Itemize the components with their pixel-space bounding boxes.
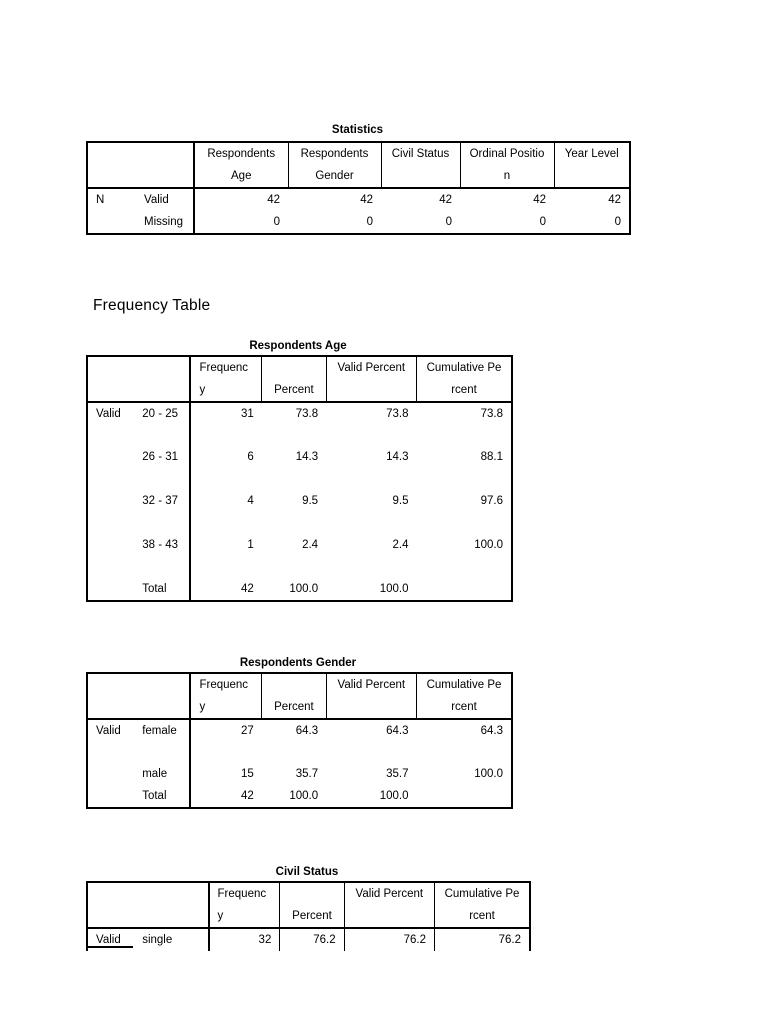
row-group-label (87, 534, 134, 578)
table-cell: 0 (366, 216, 373, 228)
table-cut-rule (86, 946, 133, 948)
header-stub (87, 673, 134, 719)
table-cell (417, 578, 512, 601)
column-header: Cumulative Percent (417, 356, 512, 402)
row-group-label: Valid (96, 408, 121, 420)
column-header: Percent (262, 356, 326, 402)
table-cell: 88.1 (480, 451, 503, 463)
gender-caption: Respondents Gender (239, 657, 357, 669)
table-row (87, 490, 512, 534)
table-cell: 73.8 (480, 408, 503, 420)
statistics-table (86, 141, 631, 235)
table-row (87, 719, 512, 763)
column-header: Respondents Gender (288, 142, 381, 188)
table-cell: 31 (190, 402, 261, 446)
table-cell: 100.0 (289, 583, 319, 595)
table-row (87, 211, 630, 234)
table-cell: 73.8 (386, 408, 409, 420)
table-cell: 76.2 (344, 928, 434, 951)
table-cell: 73.8 (295, 408, 319, 420)
table-cell: 64.3 (480, 725, 503, 737)
age-frequency-table (86, 355, 513, 602)
header-stub (136, 142, 194, 188)
civil-status-caption: Civil Status (275, 866, 339, 878)
table-cell: 42 (194, 188, 288, 211)
table-cell: 42 (439, 194, 452, 206)
table-row (87, 928, 530, 951)
row-label: Missing (144, 216, 183, 228)
table-cell: 64.3 (295, 725, 319, 737)
row-group-label: Valid (96, 725, 121, 737)
table-cell: 35.7 (295, 768, 319, 780)
total-row (87, 578, 512, 601)
column-header: Frequency (190, 356, 261, 402)
column-header: Respondents Age (194, 142, 288, 188)
column-header: Year Level (554, 142, 630, 188)
row-label: male (142, 768, 168, 780)
column-header: Frequency (209, 882, 280, 928)
row-label: 20 - 25 (142, 408, 179, 420)
header-stub (87, 142, 136, 188)
table-cell: 100.0 (474, 539, 503, 551)
table-cell: 9.5 (392, 495, 409, 507)
total-row (87, 785, 512, 808)
table-cell: 0 (539, 216, 546, 228)
table-cell: 1 (190, 534, 261, 578)
table-row (87, 188, 630, 211)
header-stub (87, 882, 134, 928)
table-cell: 42 (608, 194, 621, 206)
table-cell: 35.7 (386, 768, 409, 780)
table-cell (417, 785, 512, 808)
table-cell: 100.0 (474, 768, 503, 780)
table-cell: 42 (533, 194, 546, 206)
header-stub (87, 356, 134, 402)
table-cell: 15 (190, 763, 261, 785)
column-header: Ordinal Position (460, 142, 554, 188)
table-cell: 6 (190, 446, 261, 490)
frequency-header-row (87, 673, 512, 719)
table-cell: 100.0 (379, 583, 409, 595)
column-header: Valid Percent (326, 356, 416, 402)
gender-frequency-table (86, 672, 513, 809)
header-stub (134, 673, 190, 719)
row-label: Total (142, 790, 167, 802)
table-cell: 2.4 (392, 539, 409, 551)
table-cell: 4 (190, 490, 261, 534)
table-row (87, 763, 512, 785)
row-group-label (87, 578, 134, 601)
table-row (87, 534, 512, 578)
row-group-label (87, 785, 134, 808)
table-cell: 97.6 (480, 495, 503, 507)
table-cell: 32 (209, 928, 280, 951)
frequency-header-row (87, 356, 512, 402)
row-label: female (142, 725, 177, 737)
row-group-label (87, 763, 134, 785)
column-header: Civil Status (381, 142, 460, 188)
statistics-header-row (87, 142, 630, 188)
table-row (87, 402, 512, 446)
table-cell: 0 (614, 216, 621, 228)
row-label: single (142, 934, 173, 946)
column-header: Valid Percent (326, 673, 416, 719)
row-label: 26 - 31 (142, 451, 179, 463)
table-cell: 100.0 (289, 790, 319, 802)
header-stub (134, 882, 208, 928)
row-group-label: N (96, 194, 105, 206)
table-cell: 0 (194, 211, 288, 234)
column-header: Cumulative Percent (417, 673, 512, 719)
row-group-label: Valid (96, 934, 121, 946)
civil-status-frequency-table (86, 881, 531, 951)
frequency-header-row (87, 882, 530, 928)
table-cell: 14.3 (386, 451, 409, 463)
row-label: 32 - 37 (142, 495, 179, 507)
table-cell: 42 (190, 578, 261, 601)
table-row (87, 446, 512, 490)
row-group-label (87, 211, 136, 234)
row-group-label (87, 446, 134, 490)
table-cell: 2.4 (302, 539, 319, 551)
age-caption: Respondents Age (249, 340, 347, 352)
column-header: Percent (262, 673, 326, 719)
row-group-label (87, 490, 134, 534)
table-cell: 27 (190, 719, 261, 763)
table-cell: 9.5 (302, 495, 319, 507)
table-cell: 64.3 (386, 725, 409, 737)
table-cell: 14.3 (295, 451, 319, 463)
statistics-caption: Statistics (331, 124, 384, 136)
column-header: Valid Percent (344, 882, 434, 928)
table-cell: 42 (190, 785, 261, 808)
table-cell: 42 (360, 194, 373, 206)
table-cell: 100.0 (379, 790, 409, 802)
table-cell: 0 (445, 216, 452, 228)
column-header: Percent (280, 882, 344, 928)
table-cell: 76.2 (280, 928, 344, 951)
column-header: Frequency (190, 673, 261, 719)
page-title: Frequency Table (93, 297, 211, 314)
column-header: Cumulative Percent (435, 882, 530, 928)
row-label: Total (142, 583, 167, 595)
table-cell: 76.2 (435, 928, 530, 951)
header-stub (134, 356, 190, 402)
row-label: Valid (144, 194, 169, 206)
row-label: 38 - 43 (142, 539, 179, 551)
